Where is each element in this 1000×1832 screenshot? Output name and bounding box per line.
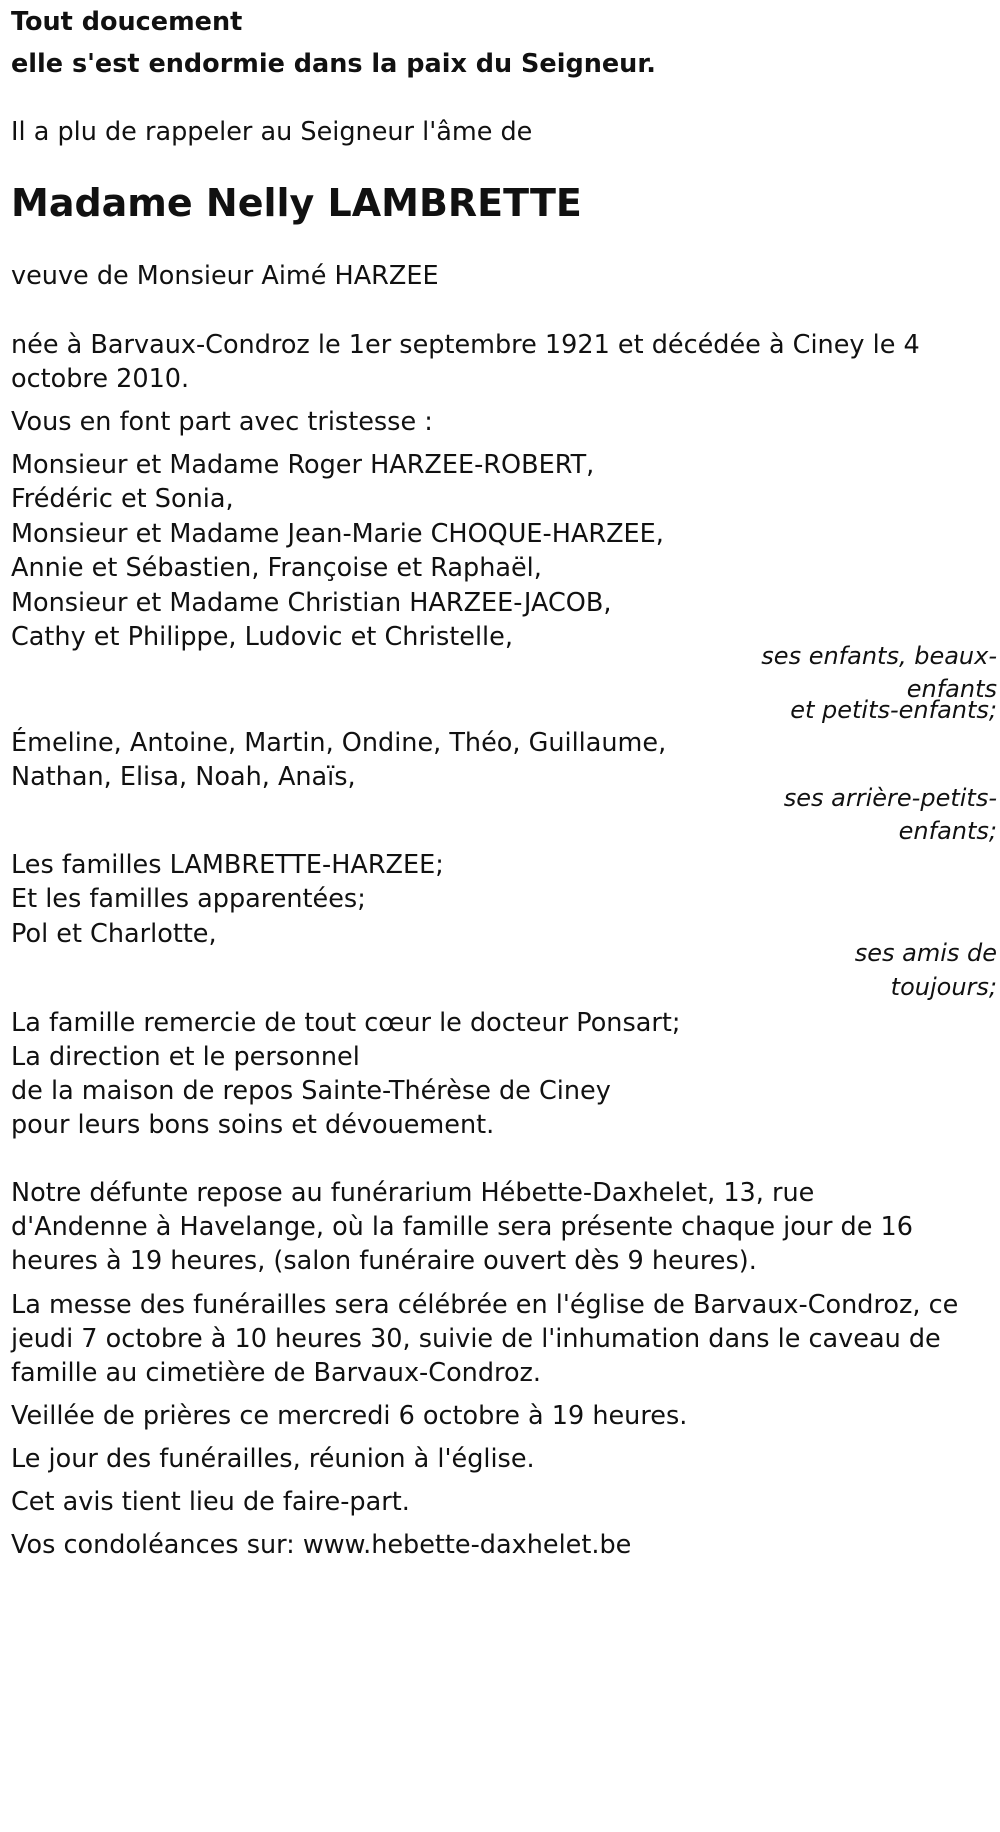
birth-death-line-2: octobre 2010. xyxy=(11,364,190,394)
notice-info: Cet avis tient lieu de faire-part. xyxy=(11,1487,410,1517)
great-grandchildren-role-line-1: ses arrière-petits- xyxy=(783,784,997,812)
thanks-line: La direction et le personnel xyxy=(11,1042,360,1072)
children-line: Frédéric et Sonia, xyxy=(11,484,234,514)
birth-death-line-1: née à Barvaux-Condroz le 1er septembre 1921 et décédée à Ciney le 4 xyxy=(11,330,920,360)
families-role-line-1: ses amis de xyxy=(854,939,997,967)
thanks-line: de la maison de repos Sainte-Thérèse de Ciney xyxy=(11,1076,611,1106)
children-line: Annie et Sébastien, Françoise et Raphaël, xyxy=(11,553,542,583)
mass-line: jeudi 7 octobre à 10 heures 30, suivie de l'inhumation dans le caveau de xyxy=(11,1324,941,1354)
children-role-line-3: et petits-enfants; xyxy=(790,696,997,724)
share-intro: Vous en font part avec tristesse : xyxy=(11,407,433,437)
thanks-line: La famille remercie de tout cœur le docteur Ponsart; xyxy=(11,1008,681,1038)
great-grandchildren-line: Nathan, Elisa, Noah, Anaïs, xyxy=(11,762,356,792)
meeting-info: Le jour des funérailles, réunion à l'église. xyxy=(11,1444,535,1474)
funeral-home-line: Notre défunte repose au funérarium Hébette-Daxhelet, 13, rue xyxy=(11,1178,815,1208)
families-role-line-2: toujours; xyxy=(890,973,997,1001)
mass-line: La messe des funérailles sera célébrée en l'église de Barvaux-Condroz, ce xyxy=(11,1290,959,1320)
families-line: Et les familles apparentées; xyxy=(11,884,366,914)
funeral-home-line: heures à 19 heures, (salon funéraire ouvert dès 9 heures). xyxy=(11,1246,757,1276)
vigil-info: Veillée de prières ce mercredi 6 octobre à 19 heures. xyxy=(11,1401,688,1431)
announcement: Il a plu de rappeler au Seigneur l'âme de xyxy=(11,117,533,147)
children-role-line-1: ses enfants, beaux- xyxy=(761,642,997,670)
widow-of: veuve de Monsieur Aimé HARZEE xyxy=(11,261,439,291)
families-line: Pol et Charlotte, xyxy=(11,919,217,949)
intro-line-1: Tout doucement xyxy=(11,7,243,37)
children-line: Cathy et Philippe, Ludovic et Christelle, xyxy=(11,622,513,652)
great-grandchildren-line: Émeline, Antoine, Martin, Ondine, Théo, Guillaume, xyxy=(11,728,667,758)
children-line: Monsieur et Madame Jean-Marie CHOQUE-HARZEE, xyxy=(11,519,664,549)
deceased-name: Madame Nelly LAMBRETTE xyxy=(11,181,582,225)
funeral-home-line: d'Andenne à Havelange, où la famille sera présente chaque jour de 16 xyxy=(11,1212,913,1242)
great-grandchildren-role-line-2: enfants; xyxy=(898,817,997,845)
mass-line: famille au cimetière de Barvaux-Condroz. xyxy=(11,1358,542,1388)
children-line: Monsieur et Madame Christian HARZEE-JACOB, xyxy=(11,588,612,618)
intro-line-2: elle s'est endormie dans la paix du Seigneur. xyxy=(11,49,656,79)
families-line: Les familles LAMBRETTE-HARZEE; xyxy=(11,850,444,880)
thanks-line: pour leurs bons soins et dévouement. xyxy=(11,1110,495,1140)
condolences-info: Vos condoléances sur: www.hebette-daxhelet.be xyxy=(11,1530,632,1560)
children-role-line-2: enfants xyxy=(906,675,997,703)
children-line: Monsieur et Madame Roger HARZEE-ROBERT, xyxy=(11,450,595,480)
